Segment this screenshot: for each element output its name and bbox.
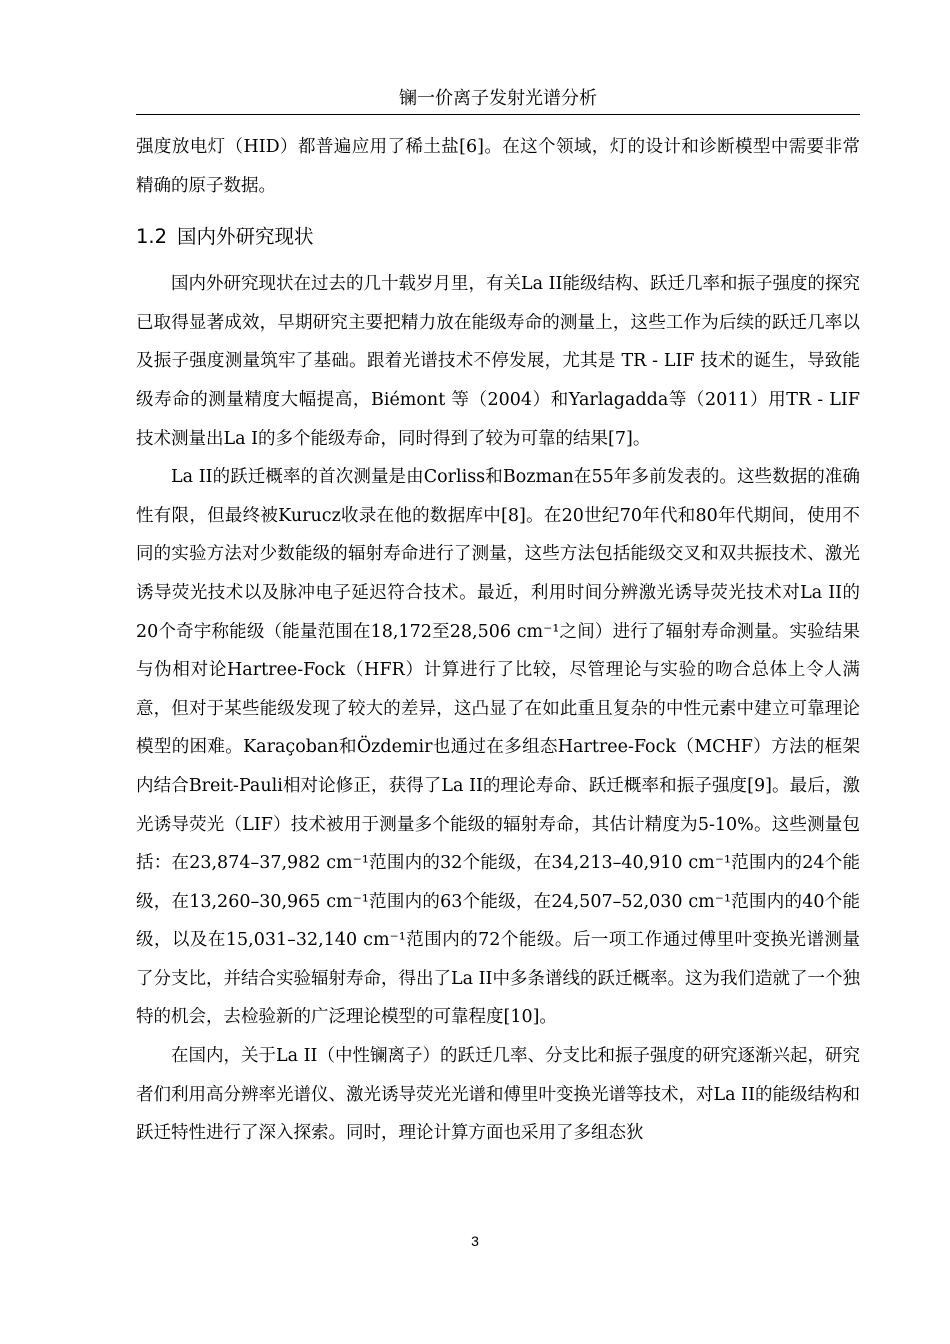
page-body (136, 128, 860, 1153)
running-header-title: 镧一价离子发射光谱分析 (399, 88, 597, 109)
section-title: 国内外研究现状 (177, 225, 314, 249)
section-heading (136, 215, 860, 259)
paragraph-research-status: 国内外研究现状在过去的几十载岁月里，有关La II能级结构、跃迁几率和振子强度的探究已取得显著成效，早期研究主要把精力放在能级寿命的测量上，这些工作为后续的跃迁几率以及振子强度测量筑牢了基础。跟着光谱技术不停发展，尤其是 TR - LIF 技术的诞生，导致能级寿命的测量精度大幅提高，Biémont 等（2004）和Yarlagadda等（2011）用TR - LIF技术测量出La I的多个能级寿命，同时得到了较为可靠的结果[7]。 (136, 274, 860, 449)
running-header (136, 84, 860, 115)
paragraph-transition-probability: La II的跃迁概率的首次测量是由Corliss和Bozman在55年多前发表的。这些数据的准确性有限，但最终被Kurucz收录在他的数据库中[8]。在20世纪70年代和80年代期间，使用不同的实验方法对少数能级的辐射寿命进行了测量，这些方法包括能级交叉和双共振技术、激光诱导荧光技术以及脉冲电子延迟符合技术。最近，利用时间分辨激光诱导荧光技术对La II的20个奇宇称能级（能量范围在18,172至28,506 cm⁻¹之间）进行了辐射寿命测量。实验结果与伪相对论Hartree-Fock（HFR）计算进行了比较，尽管理论与实验的吻合总体上令人满意，但对于某些能级发现了较大的差异，这凸显了在如此重且复杂的中性元素中建立可靠理论模型的困难。Karaçoban和Özdemir也通过在多组态Hartree-Fock（MCHF）方法的框架内结合Breit-Pauli相对论修正，获得了La II的理论寿命、跃迁概率和振子强度[9]。最后，激光诱导荧光（LIF）技术被用于测量多个能级的辐射寿命，其估计精度为5-10%。这些测量包括：在23,874–37,982 cm⁻¹范围内的32个能级，在34,213–40,910 cm⁻¹范围内的24个能级，在13,260–30,965 cm⁻¹范围内的63个能级，在24,507–52,030 cm⁻¹范围内的40个能级，以及在15,031–32,140 cm⁻¹范围内的72个能级。后一项工作通过傅里叶变换光谱测量了分支比，并结合实验辐射寿命，得出了La II中多条谱线的跃迁概率。这为我们造就了一个独特的机会，去检验新的广泛理论模型的可靠程度[10]。 (136, 467, 860, 1028)
paragraph-domestic-research: 在国内，关于La II（中性镧离子）的跃迁几率、分支比和振子强度的研究逐渐兴起，研究者们利用高分辨率光谱仪、激光诱导荧光光谱和傅里叶变换光谱等技术，对La II的能级结构和跃迁特性进行了深入探索。同时，理论计算方面也采用了多组态狄 (136, 1046, 860, 1144)
section-number: 1.2 (136, 225, 168, 249)
page-number: 3 (471, 1233, 479, 1249)
paragraph-continuation: 强度放电灯（HID）都普遍应用了稀土盐[6]。在这个领域，灯的设计和诊断模型中需要非常精确的原子数据。 (136, 137, 860, 196)
